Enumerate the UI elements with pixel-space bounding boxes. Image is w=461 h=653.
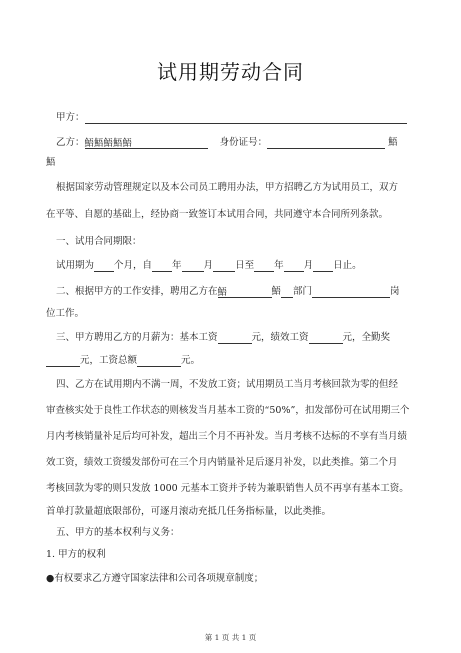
section-3-text-b: 元，绩效工资 [251, 332, 309, 343]
section-4-line-1: 四、乙方在试用期内不满一周，不发放工资；试用期员工当月考核回款为零的但经 [56, 379, 399, 390]
start-year-blank [152, 260, 172, 272]
section-1-heading: 一、试用合同期限： [56, 236, 142, 247]
preamble-line-1: 根据国家劳动管理规定以及本公司员工聘用办法，甲方招聘乙方为试用员工，双方 [56, 182, 399, 193]
trial-period-text-c: 年 [172, 260, 182, 271]
id-number-tail: 鯃 [388, 137, 398, 148]
performance-pay-blank [309, 332, 343, 344]
section-3-text-c: 元，全勤奖 [342, 332, 391, 343]
section-2-line-1 [56, 285, 408, 298]
trial-period-text-g: 月 [303, 260, 314, 271]
end-month-blank [284, 260, 304, 272]
department-blank [312, 286, 390, 298]
section-2-text-c: 部门 [293, 286, 313, 297]
trial-period-text-b: 个月，自 [114, 260, 153, 271]
position-blank-text: 鯃 [217, 287, 228, 298]
party-a-line [56, 111, 408, 124]
end-year-blank [254, 260, 274, 272]
section-4-line-4: 效工资，绩效工资缓发部份可在三个月内销量补足后逐月补发，以此类推。第二个月 [46, 457, 398, 468]
start-month-blank [182, 260, 204, 272]
start-day-blank [213, 260, 235, 272]
party-b-name-field [85, 137, 208, 149]
section-3-text-a: 三、甲方聘用乙方的月薪为：基本工资 [56, 332, 218, 343]
attendance-bonus-blank [46, 355, 80, 367]
months-blank [94, 260, 114, 272]
section-3-line-2 [46, 354, 398, 367]
trial-period-text-a: 试用期为 [56, 260, 95, 271]
section-4-line-3: 月内考核销量补足后均可补发，超出三个月不再补发。当月考核不达标的不享有当月绩 [46, 431, 408, 442]
department-prefix-blank [281, 286, 293, 298]
trial-period-line [56, 259, 408, 272]
party-a-blank [85, 112, 407, 124]
section-3-text-d: 元，工资总额 [80, 355, 138, 366]
section-2-text-d: 岗 [390, 286, 400, 297]
party-b-wrap: 鯃 [46, 157, 56, 168]
section-3-line-1 [56, 331, 408, 344]
subsection-heading: 1. 甲方的权利 [46, 549, 106, 560]
party-b-line [56, 136, 408, 149]
party-b-label: 乙方： [56, 137, 85, 148]
page-footer: 第 1 页 共 1 页 [204, 633, 257, 642]
trial-period-text-f: 年 [274, 260, 284, 271]
party-a-label: 甲方： [56, 112, 85, 123]
id-number-blank [267, 137, 385, 149]
section-4-line-6: 首单打款量超底限部份，可逐月滚动充抵几任务指标量，以此类推。 [46, 506, 332, 517]
document-title: 试用期劳动合同 [157, 60, 304, 84]
party-b-wrap-line [46, 156, 398, 169]
section-5-heading: 五、甲方的基本权利与义务： [56, 527, 180, 538]
position-blank [218, 286, 272, 298]
base-salary-blank [218, 332, 252, 344]
section-4-line-5: 考核回款为零的则只发放 1000 元基本工资并予转为兼职销售人员不再享有基本工资。 [46, 483, 409, 494]
section-2-text-b: 鯃 [271, 286, 282, 297]
section-4-line-2: 审查核实处于良性工作状态的则核发当月基本工资的“50%”，扣发部份可在试用期三个 [46, 405, 410, 416]
trial-period-text-d: 月 [203, 260, 214, 271]
bullet-text: 有权要求乙方遵守国家法律和公司各项规章制度； [54, 573, 264, 584]
bullet-item [46, 572, 398, 585]
trial-period-text-h: 日止。 [333, 260, 362, 271]
section-2-line-2: 位工作。 [46, 308, 85, 319]
bullet-icon: ● [46, 573, 55, 584]
total-salary-blank [137, 355, 181, 367]
id-number-label: 身份证号： [219, 137, 268, 148]
party-b-name-value: 鯃鯃鯃鯃鯃 [84, 138, 133, 149]
preamble-line-2: 在平等、自愿的基础上，经协商一致签订本试用合同，共同遵守本合同所列条款。 [46, 209, 389, 220]
end-day-blank [313, 260, 333, 272]
section-3-text-e: 元。 [181, 355, 201, 366]
trial-period-text-e: 日至 [235, 260, 255, 271]
section-2-text-a: 二、根据甲方的工作安排，聘用乙方在 [56, 286, 218, 297]
